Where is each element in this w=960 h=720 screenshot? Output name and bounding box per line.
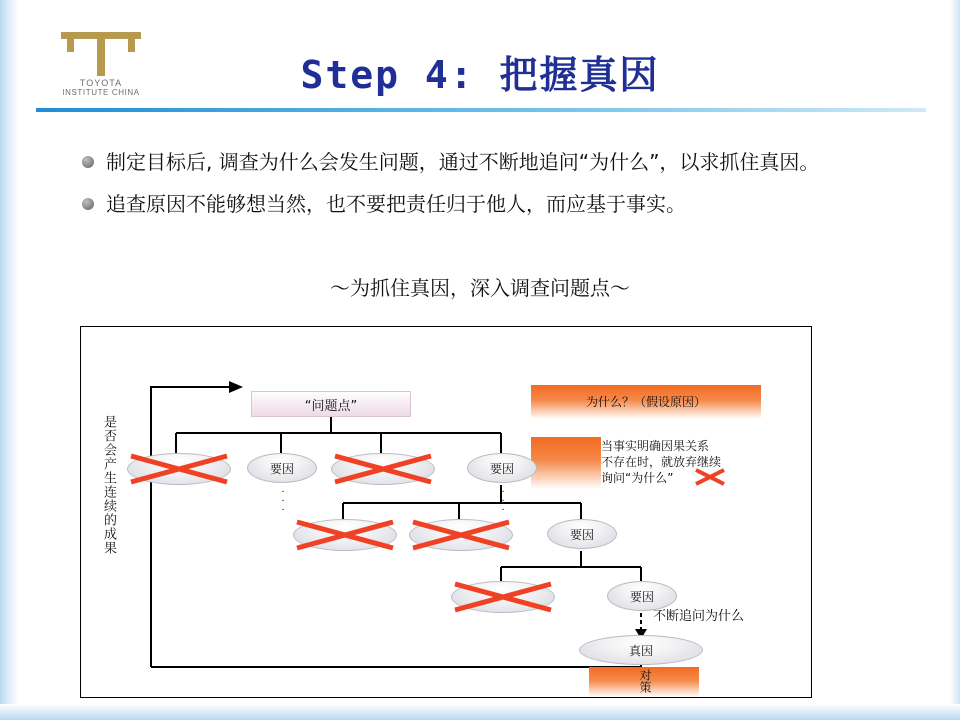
logo-line-1: TOYOTA: [79, 78, 123, 88]
note-line-3: 询问“为什么”: [601, 471, 674, 485]
true-cause-node: 真因: [579, 635, 703, 665]
note-line-1: 当事实明确因果关系: [601, 439, 710, 453]
factor-node-crossed-5: [293, 519, 397, 551]
page-title: Step 4: 把握真因: [300, 53, 660, 97]
note-line-2: 不存在时，就放弃继续: [601, 455, 722, 469]
bullet-text-1: 制定目标后, 调查为什么会发生问题，通过不断地追问“为什么”，以求抓住真因。: [106, 150, 820, 174]
diagram-frame: [80, 326, 812, 698]
bullet-list: [82, 148, 882, 233]
bullet-item-1: [82, 148, 882, 176]
bullet-item-2: [82, 190, 882, 218]
factor-node-4: 要因: [467, 453, 537, 483]
countermeasure-label: 对策: [638, 669, 652, 693]
ask-why-label: 不断追问为什么: [653, 609, 745, 624]
logo-line-2: INSTITUTE CHINA: [62, 88, 140, 97]
bullet-text-2: 追查原因不能够想当然，也不要把责任归于他人，而应基于事实。: [106, 192, 686, 217]
factor-node-crossed-8: [451, 581, 555, 613]
note-orange-block: [531, 437, 601, 489]
factor-node-9: 要因: [607, 581, 677, 611]
section-subtitle: 〜为抓住真因，深入调查问题点〜: [330, 276, 630, 300]
bullet-dot-icon: [82, 156, 94, 168]
factor-node-crossed-1: [127, 453, 231, 485]
factor-node-crossed-3: [331, 453, 435, 485]
factor-node-crossed-6: [409, 519, 513, 551]
problem-point-node: “问题点”: [251, 391, 411, 417]
factor-node-2: 要因: [247, 453, 317, 483]
why-hypothesis-label: 为什么？（假设原因）: [585, 395, 706, 409]
why-why-diagram: [81, 327, 811, 697]
header-divider: [36, 108, 926, 112]
vertical-dots-1: . . .: [281, 483, 285, 513]
diagram-connectors: [81, 327, 811, 697]
vertical-axis-label: 是否会产生连续的成果: [101, 415, 116, 555]
factor-node-7: 要因: [547, 519, 617, 549]
slide-left-border: [0, 0, 18, 720]
bullet-dot-icon: [82, 198, 94, 210]
slide-right-border: [950, 0, 960, 720]
vertical-dots-2: . . .: [501, 483, 505, 513]
slide-bottom-border: [0, 704, 960, 720]
